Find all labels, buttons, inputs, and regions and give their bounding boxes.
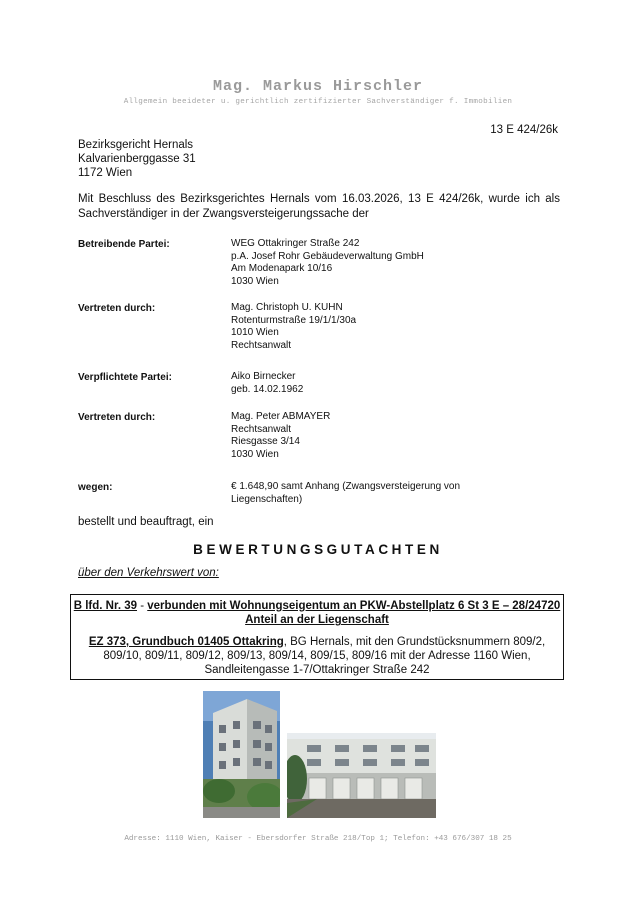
court-street: Kalvarienberggasse 31 [78, 153, 196, 165]
court-city: 1172 Wien [78, 167, 133, 179]
party-value-vertreten-1 [231, 302, 356, 352]
letterhead-name: Mag. Markus Hirschler [212, 78, 424, 95]
property-lfd-label: B lfd. Nr. 39 [73, 600, 138, 612]
closing-text: bestellt und beauftragt, ein [78, 516, 214, 528]
building-photo [203, 691, 280, 818]
party-line: 1010 Wien [231, 327, 279, 339]
party-label-vertreten-2: Vertreten durch: [78, 412, 156, 423]
party-line: geb. 14.02.1962 [231, 383, 304, 395]
party-line: 1030 Wien [231, 448, 279, 460]
garages-photo [287, 733, 436, 818]
party-line: Aiko Birnecker [231, 371, 296, 382]
subject-intro: über den Verkehrswert von: [78, 567, 219, 579]
party-label-verpflichtete: Verpflichtete Partei: [78, 372, 172, 383]
party-line: Rechtsanwalt [231, 339, 292, 351]
party-value-vertreten-2 [231, 411, 330, 461]
case-number: 13 E 424/26k [490, 124, 558, 136]
party-line: Mag. Peter ABMAYER [231, 411, 331, 422]
party-line: € 1.648,90 samt Anhang (Zwangsversteigerung von [231, 481, 461, 492]
party-line: p.A. Josef Rohr Gebäudeverwaltung GmbH [231, 250, 424, 262]
court-name: Bezirksgericht Hernals [78, 139, 194, 151]
footer-address: Adresse: 1110 Wien, Kaiser - Ebersdorfer Straße 218/Top 1; Telefon: +43 676/307 18 25 [124, 835, 512, 843]
intro-paragraph: Mit Beschluss des Bezirksgerichtes Hernals vom 16.03.2026, 13 E 424/26k, wurde ich als Sachverständiger in der Zwangsversteigerungssache der [78, 193, 560, 220]
property-lfd-description: verbunden mit Wohnungseigentum an PKW-Abstellplatz 6 St 3 E – 28/24720 Anteil an der Liegenschaft [147, 600, 561, 627]
party-line: Riesgasse 3/14 [231, 436, 300, 448]
party-value-betreibende [231, 238, 424, 288]
court-address [78, 138, 196, 180]
party-line: Liegenschaften) [231, 493, 303, 505]
property-ez-description: , BG Hernals, mit den Grundstücksnummern 809/2, 809/10, 809/11, 809/12, 809/13, 809/14, 809/15, 809/16 mit der Adresse 1160 Wien, Sandleitengasse 1-7/Ottakringer Straße 242 [103, 635, 546, 677]
letterhead-subtitle: Allgemein beeideter u. gerichtlich zertifizierter Sachverständiger f. Immobilien [123, 98, 513, 106]
property-ez-label: EZ 373, Grundbuch 01405 Ottakring [88, 635, 284, 648]
party-value-verpflichtete [231, 371, 303, 396]
party-line: Rotenturmstraße 19/1/1/30a [231, 314, 357, 326]
party-label-betreibende: Betreibende Partei: [78, 239, 170, 250]
party-line: 1030 Wien [231, 275, 279, 287]
party-line: Am Modenapark 10/16 [231, 263, 333, 275]
property-box [70, 594, 564, 680]
party-line: Mag. Christoph U. KUHN [231, 302, 343, 313]
property-lfd [71, 599, 563, 628]
party-line: WEG Ottakringer Straße 242 [231, 238, 360, 249]
party-label-wegen: wegen: [78, 482, 113, 493]
report-title: BEWERTUNGSGUTACHTEN [193, 542, 443, 557]
property-ez [71, 635, 563, 678]
party-value-wegen [231, 481, 460, 506]
party-line: Rechtsanwalt [231, 423, 292, 435]
party-label-vertreten-1: Vertreten durch: [78, 303, 156, 314]
property-dash: - [137, 600, 148, 612]
